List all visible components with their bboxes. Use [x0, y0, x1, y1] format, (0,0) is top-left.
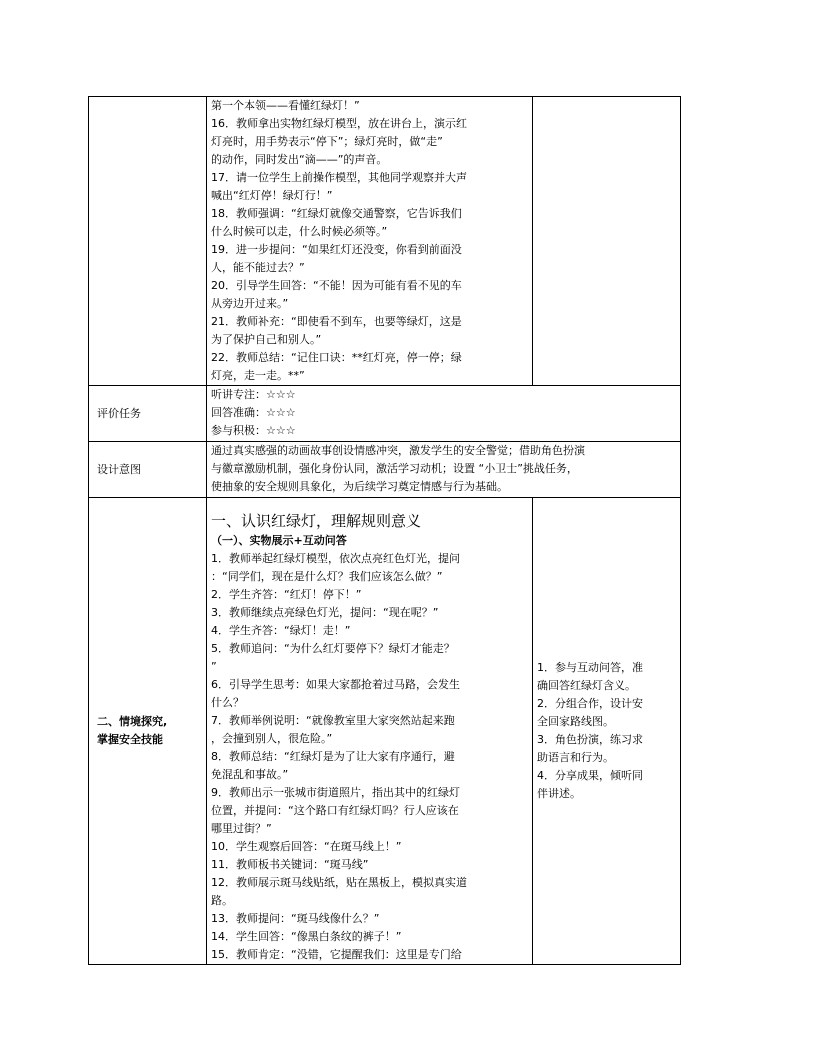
text-line: 从旁边开过来。”	[211, 297, 289, 310]
activity-line: 助语言和行为。	[537, 751, 614, 764]
subsection-heading: （一）、实物展示+互动问答	[211, 534, 347, 547]
activity-line: 确回答红绿灯含义。	[537, 679, 636, 692]
text-line: 8．教师总结：“红绿灯是为了让大家有序通行，避	[211, 750, 455, 763]
text-line: ”	[211, 660, 217, 673]
eval-item: 听讲专注：☆☆☆	[211, 388, 296, 401]
text-line: 第一个本领——看懂红绿灯！”	[211, 99, 360, 112]
eval-label: 评价任务	[97, 406, 141, 420]
table-row-evaluation	[89, 386, 681, 442]
text-line: 11．教师板书关键词：“斑马线”	[211, 858, 369, 871]
cell-eval-label	[89, 386, 207, 442]
text-line: 位置，并提问：“这个路口有红绿灯吗？行人应该在	[211, 804, 459, 817]
text-line: 12．教师展示斑马线贴纸，贴在黑板上，模拟真实道	[211, 876, 467, 889]
eval-item: 参与积极：☆☆☆	[211, 424, 296, 437]
cell-eval-content	[207, 386, 681, 442]
text-line: 的动作，同时发出“滴——”的声音。	[211, 153, 388, 166]
text-line: 18．教师强调：“红绿灯就像交通警察，它告诉我们	[211, 207, 462, 220]
section-label-line: 二、情境探究,	[97, 715, 168, 728]
activity-line: 1．参与互动问答，准	[537, 661, 643, 674]
text-line: 3．教师继续点亮绿色灯光，提问：“现在呢？”	[211, 606, 439, 619]
text-line: 什么？	[211, 696, 244, 709]
text-line: 喊出“红灯停！绿灯行！”	[211, 189, 333, 202]
table-row-design-intent	[89, 442, 681, 498]
text-line: ：“同学们，现在是什么灯？我们应该怎么做？”	[211, 570, 443, 583]
text-line: 13．教师提问：“斑马线像什么？”	[211, 912, 380, 925]
cell-teaching-steps	[207, 97, 533, 386]
activity-line: 伴讲述。	[537, 787, 581, 800]
text-line: 20．引导学生回答：“不能！因为可能有看不见的车	[211, 279, 462, 292]
text-line: 21．教师补充：“即使看不到车，也要等绿灯，这是	[211, 315, 462, 328]
activity-line: 2．分组合作，设计安	[537, 697, 643, 710]
text-line: 2．学生齐答：“红灯！停下！”	[211, 588, 362, 601]
text-line: 7．教师举例说明：“就像教室里大家突然站起来跑	[211, 714, 455, 727]
text-line: 哪里过街？”	[211, 822, 272, 835]
text-line: 使抽象的安全规则具象化，为后续学习奠定情感与行为基础。	[211, 480, 508, 493]
text-line: 通过真实感强的动画故事创设情感冲突，激发学生的安全警觉；借助角色扮演	[211, 444, 585, 457]
table-row-section2	[89, 498, 681, 965]
text-line: 与徽章激励机制，强化身份认同，激活学习动机；设置 “小卫士”挑战任务，	[211, 462, 578, 475]
text-line: ，会撞到别人，很危险。”	[211, 732, 333, 745]
eval-item: 回答准确：☆☆☆	[211, 406, 296, 419]
text-line: 6．引导学生思考：如果大家都抢着过马路，会发生	[211, 678, 460, 691]
text-line: 1．教师举起红绿灯模型，依次点亮红色灯光，提问	[211, 552, 460, 565]
activity-line: 4．分享成果，倾听同	[537, 769, 643, 782]
text-line: 灯亮时，用手势表示“停下”；绿灯亮时，做“走”	[211, 135, 443, 148]
section-label-line: 掌握安全技能	[97, 733, 163, 746]
lesson-plan-table	[88, 96, 681, 965]
text-line: 人，能不能过去？”	[211, 261, 305, 274]
text-line: 什么时候可以走，什么时候必须等。”	[211, 225, 388, 238]
section-heading: 一、认识红绿灯，理解规则意义	[211, 512, 422, 530]
text-line: 22．教师总结：“记住口诀：**红灯亮，停一停；绿	[211, 351, 462, 364]
table-row-teaching-steps-cont	[89, 97, 681, 386]
text-line: 14．学生回答：“像黑白条纹的裤子！”	[211, 930, 402, 943]
cell-design-label	[89, 442, 207, 498]
activity-line: 全回家路线图。	[537, 715, 614, 728]
cell-section2-label	[89, 498, 207, 965]
design-label: 设计意图	[97, 462, 141, 476]
cell-design-content	[207, 442, 681, 498]
text-line: 5．教师追问：“为什么红灯要停下？绿灯才能走？	[211, 642, 455, 655]
text-line: 灯亮，走一走。**”	[211, 369, 305, 382]
text-line: 10．学生观察后回答：“在斑马线上！”	[211, 840, 402, 853]
text-line: 为了保护自己和别人。”	[211, 333, 322, 346]
text-line: 免混乱和事故。”	[211, 768, 289, 781]
cell-section2-steps	[207, 498, 533, 965]
activity-line: 3．角色扮演，练习求	[537, 733, 643, 746]
text-line: 9．教师出示一张城市街道照片，指出其中的红绿灯	[211, 786, 460, 799]
text-line: 路。	[211, 894, 233, 907]
cell-student-activities	[533, 498, 681, 965]
cell-empty-activity	[533, 97, 681, 386]
text-line: 4．学生齐答：“绿灯！走！”	[211, 624, 351, 637]
text-line: 16．教师拿出实物红绿灯模型，放在讲台上，演示红	[211, 117, 467, 130]
text-line: 15．教师肯定：“没错，它提醒我们：这里是专门给	[211, 948, 462, 961]
text-line: 19．进一步提问：“如果红灯还没变，你看到前面没	[211, 243, 462, 256]
text-line: 17．请一位学生上前操作模型，其他同学观察并大声	[211, 171, 467, 184]
cell-empty-label	[89, 97, 207, 386]
